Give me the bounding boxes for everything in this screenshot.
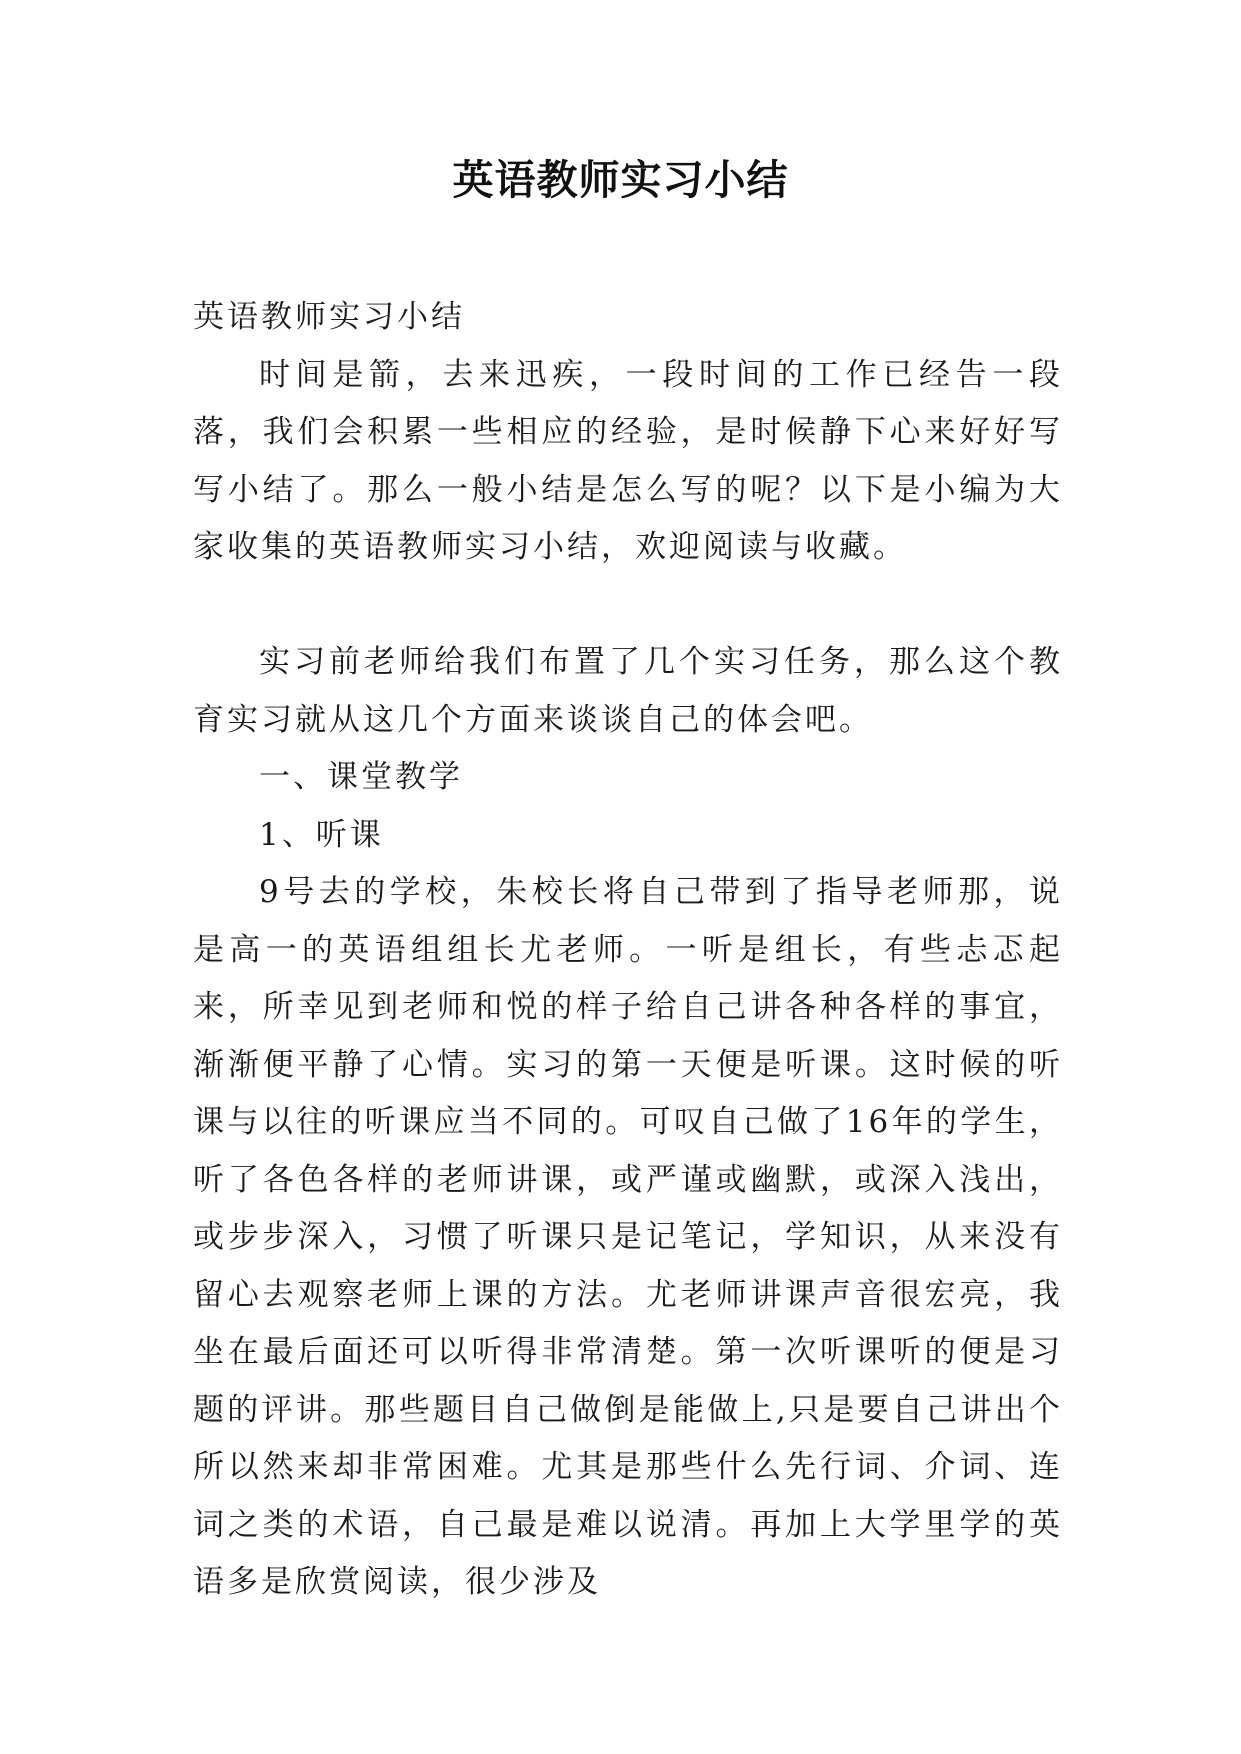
section-heading-classroom-teaching: 一、课堂教学 <box>259 759 463 795</box>
paragraph-subtitle: 英语教师实习小结 <box>193 299 465 335</box>
subsection-heading-listening: 1、听课 <box>259 816 384 853</box>
paragraph-intro: 时间是箭，去来迅疾，一段时间的工作已经告一段落，我们会积累一些相应的经验，是时候静下心来好好写写小结了。那么一般小结是怎么写的呢？以下是小编为大家收集的英语教师实习小结，欢迎阅读与收藏。 <box>193 356 1063 565</box>
paragraph-listening-experience: 9号去的学校，朱校长将自己带到了指导老师那，说是高一的英语组组长尤老师。一听是组长，有些忐忑起来，所幸见到老师和悦的样子给自己讲各种各样的事宜，渐渐便平静了心情。实习的第一天便是听课。这时候的听课与以往的听课应当不同的。可叹自己做了16年的学生，听了各色各样的老师讲课，或严谨或幽默，或深入浅出，或步步深入，习惯了听课只是记笔记，学知识，从来没有留心去观察老师上课的方法。尤老师讲课声音很宏亮，我坐在最后面还可以听得非常清楚。第一次听课听的便是习题的评讲。那些题目自己做倒是能做上,只是要自己讲出个所以然来却非常困难。尤其是那些什么先行词、介词、连词之类的术语，自己最是难以说清。再加上大学里学的英语多是欣赏阅读，很少涉及 <box>193 874 1063 1600</box>
paragraph-tasks: 实习前老师给我们布置了几个实习任务，那么这个教育实习就从这几个方面来谈谈自己的体会吧。 <box>193 644 1063 738</box>
document-body <box>193 289 1063 1612</box>
document-title: 英语教师实习小结 <box>452 156 789 204</box>
blank-line <box>193 577 1063 635</box>
